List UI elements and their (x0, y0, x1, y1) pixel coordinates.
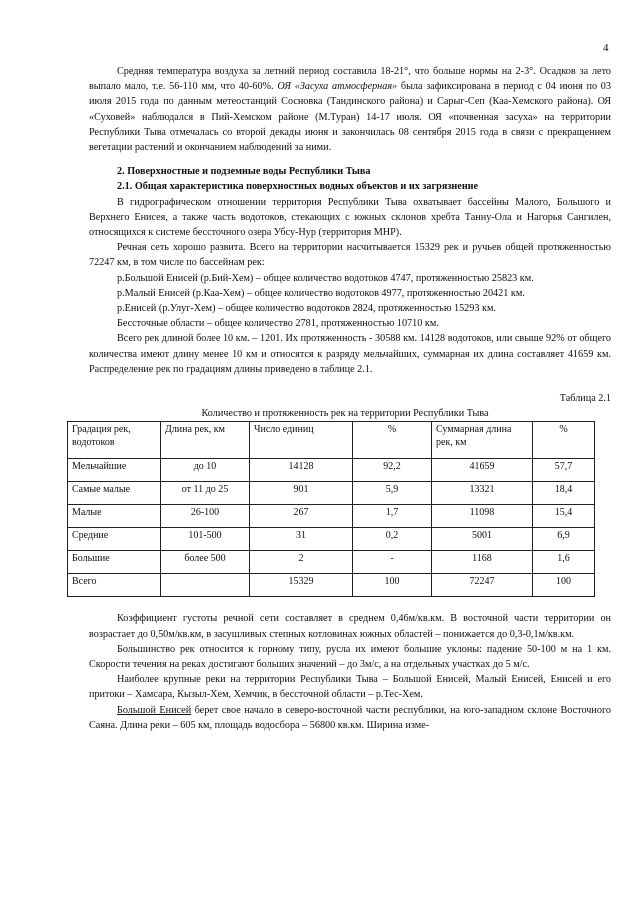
header-cell: Суммарная длина рек, км (432, 422, 533, 459)
table-cell: 100 (533, 574, 595, 597)
table-cell: Самые малые (68, 482, 161, 505)
table-cell: 0,2 (353, 528, 432, 551)
text-run: была зафиксирована в период с 04 июня по 03 июля 2015 года по данным метеостанций Сосновка (Тандинского района) и Сарыг-Сеп (Каа-Хемского района). ОЯ «Суховей» наблюдался в Пий-Хемском районе (М.Туран) 14-17 июля. ОЯ «почвенная засуха» на территории Республики Тыва отмечалась со второй декады июня и закончилась 08 сентября 2015 года в связи с прекращением вегетации растений и окончанием наблюдений за ними. (89, 81, 611, 154)
document-body (72, 64, 611, 733)
paragraph-river-network: Речная сеть хорошо развита. Всего на территории насчитывается 15329 рек и ручьев общей протяженностью 72247 км, в том числе по бассейнам рек: (89, 242, 611, 269)
table-cell: 18,4 (533, 482, 595, 505)
table-cell: 72247 (432, 574, 533, 597)
table-cell: 15,4 (533, 505, 595, 528)
page-number: 4 (603, 42, 609, 54)
table-cell: 101-500 (161, 528, 250, 551)
table-row-total (68, 574, 595, 597)
table-cell: 15329 (250, 574, 353, 597)
section-heading: 2. Поверхностные и подземные воды Республики Тыва (117, 166, 371, 178)
header-cell: % (353, 422, 432, 459)
table-header-row (68, 422, 595, 459)
header-cell: % (533, 422, 595, 459)
table-cell: 26-100 (161, 505, 250, 528)
subsection-heading: 2.1. Общая характеристика поверхностных водных объектов и их загрязнение (117, 181, 479, 193)
text-run: берет свое начало в северо-восточной части республики, на юго-западном склоне Восточного Саяна. Длина реки – 605 км, площадь водосбора – 56800 кв.км. Ширина изме- (89, 704, 611, 731)
table-cell: до 10 (161, 459, 250, 482)
table-row (68, 551, 595, 574)
table-cell: Большие (68, 551, 161, 574)
italic-term: ОЯ «Засуха атмосферная» (277, 81, 398, 93)
table-cell: 267 (250, 505, 353, 528)
paragraph-largest-rivers: Наиболее крупные реки на территории Республики Тыва – Большой Енисей, Малый Енисей, Енисей и его притоки – Хамсара, Кызыл-Хем, Хемчик, в бессточной области – р.Тес-Хем. (89, 674, 611, 701)
table-cell: 31 (250, 528, 353, 551)
table-row (68, 528, 595, 551)
table-cell: 1,6 (533, 551, 595, 574)
table-cell: от 11 до 25 (161, 482, 250, 505)
table-cell: Средние (68, 528, 161, 551)
table-cell: 92,2 (353, 459, 432, 482)
paragraph-big-yenisei: р.Большой Енисей (р.Бий-Хем) – общее количество водотоков 4747, протяженностью 25823 км. (117, 272, 534, 284)
paragraph-mountain-rivers: Большинство рек относится к горному типу, русла их имеют большие уклоны: падение 50-100 м на 1 км. Скорости течения на реках достигают больших значений – до 3м/с, а на отдельных участках до 5 м/с. (89, 643, 611, 671)
table-cell: 41659 (432, 459, 533, 482)
paragraph-density: Коэффициент густоты речной сети составляет в среднем 0,46м/кв.км. В восточной части территории он возрастает до 0,50м/кв.км, в засушливых степных котловинах южных областей – понижается до 0,3-0,1м/кв.км. (89, 613, 611, 640)
table-title: Количество и протяженность рек на территории Республики Тыва (201, 408, 489, 420)
paragraph-yenisei: р.Енисей (р.Улуг-Хем) – общее количество водотоков 2824, протяженностью 15293 км. (117, 303, 496, 315)
table-row (68, 505, 595, 528)
table-cell: 901 (250, 482, 353, 505)
underlined-river-name: Большой Енисей (117, 704, 192, 716)
rivers-table (67, 421, 595, 597)
header-cell: Градация рек, водотоков (68, 422, 161, 459)
paragraph-hydrography: В гидрографическом отношении территория Республики Тыва охватывает бассейны Малого, Большого и Верхнего Енисея, а также часть водотоков, стекающих с южных склонов хребта Танну-Ола и Нагорья Сангилен, относящихся к системе бессточного озера Убсу-Нур (территория МНР). (89, 196, 611, 239)
header-cell: Длина рек, км (161, 422, 250, 459)
table-cell: 57,7 (533, 459, 595, 482)
table-cell: 6,9 (533, 528, 595, 551)
table-cell: 100 (353, 574, 432, 597)
table-cell: Малые (68, 505, 161, 528)
paragraph-small-yenisei: р.Малый Енисей (р.Каа-Хем) – общее количество водотоков 4977, протяженностью 20421 км. (117, 287, 525, 299)
table-cell: 13321 (432, 482, 533, 505)
table-cell: - (353, 551, 432, 574)
table-cell: 1,7 (353, 505, 432, 528)
paragraph-totals: Всего рек длиной более 10 км. – 1201. Их протяженность - 30588 км. 14128 водотоков, или свыше 92% от общего количества имеют длину менее 10 км и относятся к разряду мельчайших, суммарная их длина составляет 41659 км. Распределение рек по градациям длины приведено в таблице 2.1. (89, 333, 611, 375)
paragraph-climate (89, 64, 611, 155)
table-row (68, 482, 595, 505)
text-run: Средняя температура воздуха за летний период составила 18-21°, что больше нормы на 2-3°. Осадков за лето выпало мало, т.е. 56-110 мм, что 40-60%. (89, 66, 611, 93)
table-cell: 11098 (432, 505, 533, 528)
table-cell: Всего (68, 574, 161, 597)
table-row (68, 459, 595, 482)
paragraph-endorheic: Бессточные области – общее количество 2781, протяженностью 10710 км. (117, 318, 439, 330)
table-cell: более 500 (161, 551, 250, 574)
paragraph-big-yenisei-desc (89, 703, 611, 733)
table-label: Таблица 2.1 (559, 393, 611, 405)
table-cell: 5,9 (353, 482, 432, 505)
table-cell: 14128 (250, 459, 353, 482)
table-cell: Мельчайшие (68, 459, 161, 482)
table-cell (161, 574, 250, 597)
table-cell: 5001 (432, 528, 533, 551)
table-cell: 1168 (432, 551, 533, 574)
table-cell: 2 (250, 551, 353, 574)
header-cell: Число единиц (250, 422, 353, 459)
